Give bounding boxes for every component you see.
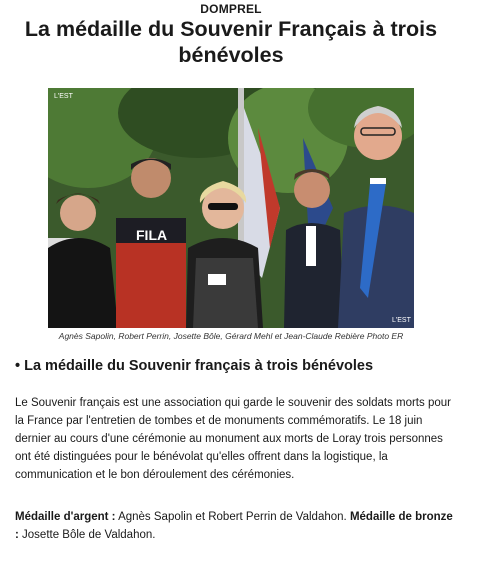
medal-silver-text: Agnès Sapolin et Robert Perrin de Valdahon. [115, 511, 350, 523]
medal-bronze-text: Josette Bôle de Valdahon. [18, 529, 156, 541]
article-photo [48, 88, 414, 328]
headline: La médaille du Souvenir Français à trois bénévoles [24, 17, 438, 67]
body-paragraph-2 [15, 508, 455, 544]
medal-bronze-label: Médaille de bronze : [15, 511, 453, 541]
kicker: DOMPREL [200, 2, 262, 16]
photo-watermark-bottom: L'EST [392, 317, 411, 324]
body-paragraph-1: Le Souvenir français est une association qui garde le souvenir des soldats morts pour la France par l'entretien de tombes et de monuments commémoratifs. Le 18 juin dernier au cours d'une cérémonie au monument aux morts de Loray trois personnes ont été distinguées pour le bénévolat qu'elles offrent dans la logistique, la communication et le bon déroulement des cérémonies. [15, 397, 451, 481]
subhead: • La médaille du Souvenir français à trois bénévoles [15, 358, 374, 374]
medal-silver-label: Médaille d'argent : [15, 511, 116, 523]
shirt-print: FILA [136, 227, 168, 243]
photo-caption: Agnès Sapolin, Robert Perrin, Josette Bôle, Gérard Mehl et Jean-Claude Rebière Photo ER [58, 331, 404, 341]
photo-watermark-top: L'EST [54, 93, 73, 100]
